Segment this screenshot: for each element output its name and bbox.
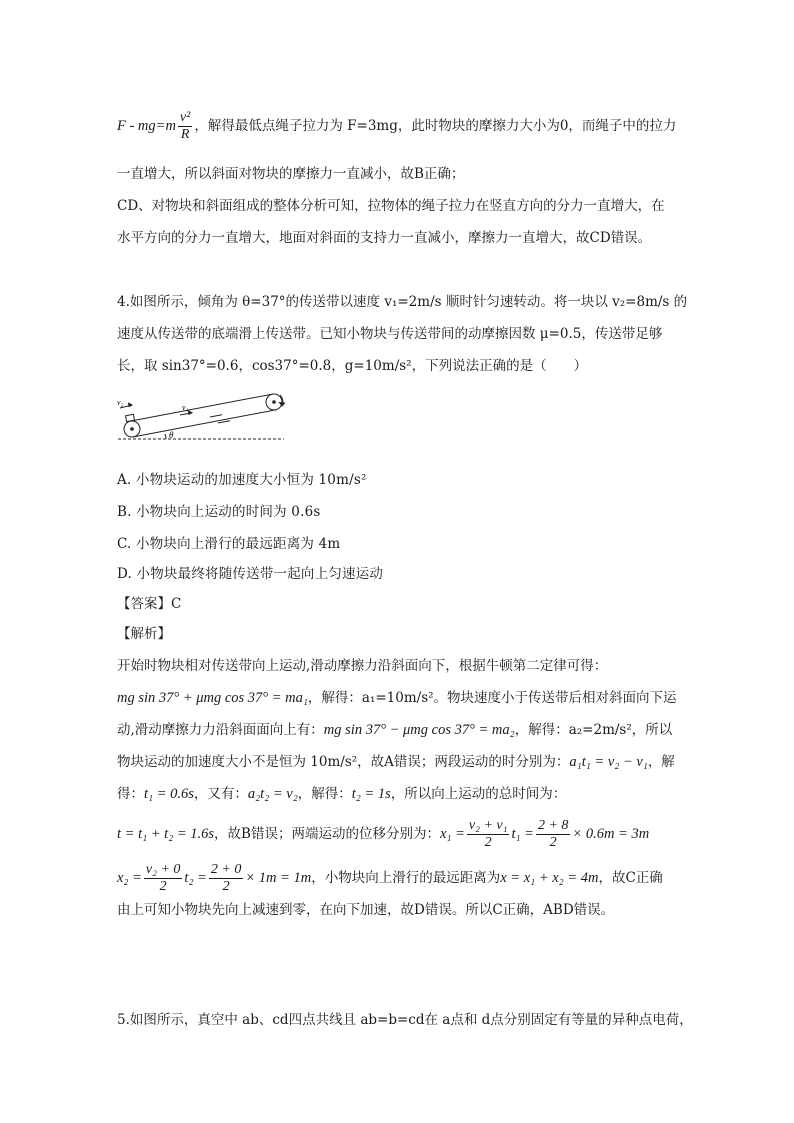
- fraction-x1-values: $\frac{2 + 8}{2}$: [537, 818, 569, 850]
- label-v2: v₂: [117, 398, 124, 407]
- analysis-title: 【解析】: [117, 626, 171, 642]
- q3-line-4: 水平方向的分力一直增大，地面对斜面的支持力一直减小，摩擦力一直增大，故CD错误。: [117, 230, 652, 246]
- analysis-line-6: t = t₁ + t₂ = 1.6s，故B错误；两端运动的位移分别为：x₁ = $\frac{\text{v₂ + v₁}}{2}$ t₁ = $\frac{2 + 8}{2}$ × 0.6m = 3m: [117, 818, 650, 850]
- conveyor-belt-figure: [114, 392, 294, 452]
- equation-newton-1: mg sin 37° + μmg cos 37° = ma₁: [117, 690, 308, 706]
- option-c: C. 小物块向上滑行的最远距离为 4m: [117, 536, 341, 552]
- q3-fraction: $\frac{\text{v²}}{R}$: [179, 110, 191, 142]
- option-d: D. 小物块最终将随传送带一起向上匀速运动: [117, 566, 384, 582]
- analysis-line-4: 物块运动的加速度大小不是恒为 10m/s²，故A错误；两段运动的时分别为：a₁t₁ = v₂ − v₁，解: [117, 754, 675, 770]
- analysis-line-1: 开始时物块相对传送带向上运动,滑动摩擦力沿斜面向下，根据牛顿第二定律可得：: [117, 658, 608, 674]
- q3-line-3: CD、对物块和斜面组成的整体分析可知，拉物体的绳子拉力在竖直方向的分力一直增大，在: [117, 198, 665, 214]
- q3-line-1: [117, 110, 677, 143]
- q3-line-1-text: ，解得最低点绳子拉力为 F=3mg，此时物块的摩擦力大小为0，而绳子中的拉力: [194, 118, 677, 134]
- belt-bottom: [134, 410, 276, 437]
- q4-stem-3: 长，取 sin37°=0.6，cos37°=0.8，g=10m/s²，下列说法正确的是（ ）: [117, 358, 588, 374]
- belt-top: [131, 394, 273, 421]
- q5-stem-1: 5.如图所示，真空中 ab、cd四点共线且 ab=b=cd在 a点和 d点分别固定有等量的异种点电荷，: [117, 1012, 693, 1028]
- label-theta: θ: [169, 430, 174, 440]
- fraction-x1: $\frac{\text{v₂ + v₁}}{2}$: [468, 818, 508, 850]
- analysis-line-2: mg sin 37° + μmg cos 37° = ma₁，解得：a₁=10m/s²。物块速度小于传送带后相对斜面向下运: [117, 690, 677, 706]
- fraction-x2-values: $\frac{2 + 0}{2}$: [210, 862, 242, 894]
- analysis-line-7: x₂ = $\frac{\text{v₂ + 0}}{2}$ t₂ = $\frac{2 + 0}{2}$ × 1m = 1m，小物块向上滑行的最远距离为x = x₁ + x₂ = 4m，故C正确: [117, 862, 663, 894]
- q4-stem-1: 4.如图所示，倾角为 θ=37°的传送带以速度 v₁=2m/s 顺时针匀速转动。将一块以 v₂=8m/s 的: [117, 294, 688, 310]
- option-b: B. 小物块向上运动的时间为 0.6s: [117, 504, 321, 520]
- analysis-line-5: 得：t₁ = 0.6s，又有：a₂t₂ = v₂，解得：t₂ = 1s，所以向上运动的总时间为：: [117, 786, 567, 802]
- q4-stem-2: 速度从传送带的底端滑上传送带。已知小物块与传送带间的动摩擦因数 μ=0.5，传送带足够: [117, 326, 663, 342]
- answer-label: 【答案】C: [117, 596, 182, 612]
- q3-line-2: 一直增大，所以斜面对物块的摩擦力一直减小，故B正确；: [117, 166, 465, 182]
- equation-newton-2: mg sin 37° − μmg cos 37° = ma₂: [323, 722, 515, 738]
- equation-kinematic-1: a₁t₁ = v₂ − v₁: [569, 754, 648, 770]
- analysis-line-3: 动,滑动摩擦力力沿斜面面向上有：mg sin 37° − μmg cos 37° = ma₂，解得：a₂=2m/s²，所以: [117, 722, 673, 738]
- block: [126, 414, 135, 421]
- angle-arc: [165, 434, 166, 439]
- fraction-x2: $\frac{\text{v₂ + 0}}{2}$: [145, 862, 181, 894]
- label-v1: v₁: [182, 403, 189, 412]
- q3-eq-left: F - mg=m: [117, 118, 176, 134]
- option-a: A. 小物块运动的加速度大小恒为 10m/s²: [117, 472, 367, 488]
- analysis-line-8: 由上可知小物块先向上减速到零，在向下加速，故D错误。所以C正确，ABD错误。: [117, 902, 615, 918]
